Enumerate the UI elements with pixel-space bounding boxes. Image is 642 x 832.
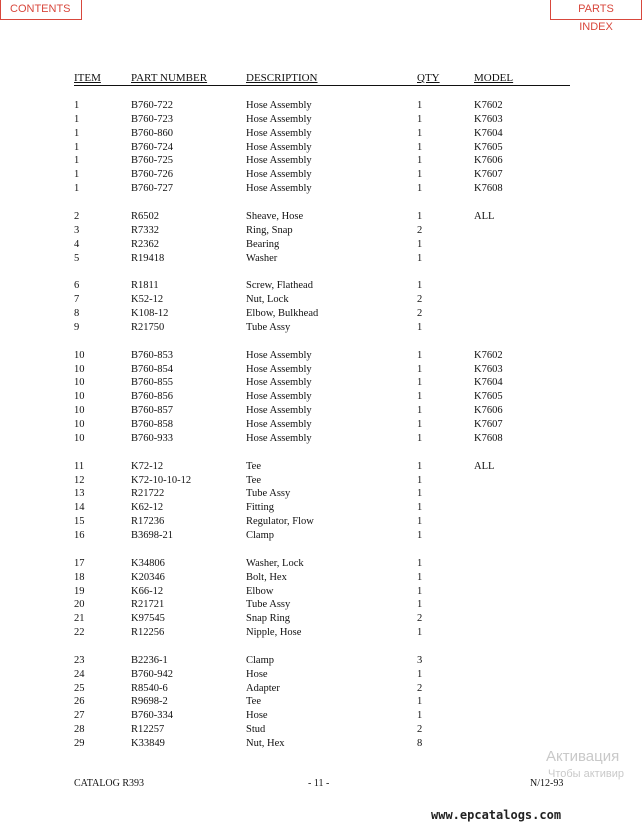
table-row [0,363,642,376]
row-part-number: R21722 [131,488,165,500]
row-qty: 2 [417,224,423,236]
row-qty: 1 [417,557,423,569]
row-part-number: B760-724 [131,141,173,153]
row-model: K7608 [474,432,503,444]
table-row [0,501,642,514]
row-item: 24 [74,668,85,680]
row-item: 16 [74,529,85,541]
row-qty: 1 [417,585,423,597]
table-row [0,127,642,140]
row-description: Fitting [246,502,275,514]
col-model-header: MODEL [474,72,514,84]
row-item: 29 [74,738,85,749]
table-row [0,376,642,389]
row-model: K7604 [474,377,503,389]
row-qty: 1 [417,529,423,541]
row-description: Elbow [246,585,274,597]
row-description: Hose Assembly [246,391,312,403]
row-description: Hose Assembly [246,169,312,181]
table-row [0,113,642,126]
row-item: 1 [74,127,80,139]
row-qty: 2 [417,682,423,694]
row-description: Hose [246,668,268,680]
row-qty: 1 [417,474,423,486]
col-desc-header: DESCRIPTION [246,72,318,84]
row-qty: 1 [417,516,423,528]
row-part-number: B3698-21 [131,529,173,541]
table-row [0,474,642,487]
col-part-header: PART NUMBER [131,72,208,84]
table-row [0,349,642,362]
row-model: ALL [474,210,495,222]
table-row [0,626,642,639]
row-description: Hose Assembly [246,349,312,361]
row-part-number: B760-723 [131,113,173,125]
row-model: K7607 [474,169,503,181]
row-part-number: B760-722 [131,100,173,111]
table-row [0,654,642,667]
row-qty: 1 [417,363,423,375]
row-description: Bearing [246,238,280,250]
row-item: 8 [74,308,80,320]
row-model: ALL [474,460,495,472]
row-model: K7602 [474,100,503,111]
table-row [0,487,642,500]
row-item: 27 [74,710,85,722]
row-part-number: K20346 [131,571,165,583]
row-model: K7603 [474,113,503,125]
row-item: 25 [74,682,85,694]
row-description: Sheave, Hose [246,210,304,222]
row-item: 26 [74,696,85,708]
row-part-number: B760-933 [131,432,173,444]
row-description: Bolt, Hex [246,571,287,583]
table-row [0,585,642,598]
row-part-number: B760-942 [131,668,173,680]
row-item: 10 [74,405,85,417]
row-qty: 1 [417,127,423,139]
row-part-number: R21750 [131,321,165,333]
row-item: 13 [74,488,85,500]
table-row [0,238,642,251]
row-description: Ring, Snap [246,224,293,236]
row-part-number: K108-12 [131,308,169,320]
row-part-number: B760-857 [131,405,173,417]
row-qty: 1 [417,488,423,500]
table-row [0,182,642,195]
row-description: Hose Assembly [246,419,312,430]
table-row [0,682,642,695]
table-row [0,293,642,306]
row-qty: 1 [417,252,423,264]
row-model: K7606 [474,405,503,417]
row-part-number: B760-854 [131,363,173,375]
table-row [0,418,642,431]
row-part-number: B760-853 [131,349,173,361]
row-description: Clamp [246,529,274,541]
row-description: Tee [246,474,262,486]
row-description: Hose Assembly [246,405,312,417]
table-row [0,404,642,417]
row-part-number: K66-12 [131,585,164,597]
row-qty: 1 [417,696,423,708]
col-qty-header: QTY [417,72,440,84]
row-model: K7606 [474,155,503,167]
row-qty: 1 [417,571,423,583]
row-qty: 1 [417,155,423,167]
row-model: K7605 [474,391,503,403]
row-description: Tee [246,696,262,708]
row-item: 12 [74,474,85,486]
table-row [0,432,642,445]
table-row [0,99,642,112]
row-qty: 3 [417,654,423,666]
row-description: Nipple, Hose [246,627,302,639]
table-row [0,168,642,181]
row-qty: 2 [417,308,423,320]
row-description: Washer, Lock [246,557,304,569]
row-item: 10 [74,377,85,389]
row-description: Hose [246,710,268,722]
row-model: K7608 [474,183,503,195]
row-model: K7605 [474,141,503,153]
row-item: 1 [74,155,80,167]
row-part-number: B760-856 [131,391,173,403]
row-description: Hose Assembly [246,183,312,195]
table-row [0,612,642,625]
row-item: 6 [74,280,80,292]
row-description: Hose Assembly [246,377,312,389]
row-item: 1 [74,113,80,125]
row-part-number: K72-12 [131,460,164,472]
table-row [0,598,642,611]
row-item: 20 [74,599,85,611]
row-item: 9 [74,321,80,333]
row-description: Hose Assembly [246,141,312,153]
table-row [0,307,642,320]
site-url[interactable]: www.epcatalogs.com [431,808,562,822]
row-part-number: R6502 [131,210,160,222]
row-item: 4 [74,238,80,250]
row-qty: 1 [417,169,423,181]
row-model: K7602 [474,349,503,361]
row-part-number: K34806 [131,557,165,569]
row-item: 19 [74,585,85,597]
table-row [0,252,642,265]
row-description: Hose Assembly [246,113,312,125]
table-row [0,390,642,403]
row-description: Tee [246,460,262,472]
activation-watermark-sub: Чтобы активир [548,768,624,780]
row-qty: 1 [417,502,423,514]
row-description: Tube Assy [246,599,291,611]
row-part-number: K52-12 [131,294,164,306]
row-qty: 2 [417,613,423,625]
row-description: Clamp [246,654,274,666]
row-qty: 1 [417,391,423,403]
table-row [0,321,642,334]
row-qty: 1 [417,349,423,361]
row-item: 10 [74,363,85,375]
row-part-number: B760-334 [131,710,173,722]
row-qty: 1 [417,238,423,250]
row-description: Tube Assy [246,488,291,500]
row-description: Hose Assembly [246,127,312,139]
row-qty: 1 [417,405,423,417]
row-description: Washer [246,252,278,264]
row-qty: 1 [417,599,423,611]
row-qty: 1 [417,627,423,639]
row-part-number: R12257 [131,724,165,736]
row-part-number: R12256 [131,627,165,639]
row-part-number: R1811 [131,280,159,292]
row-qty: 1 [417,100,423,111]
row-item: 10 [74,432,85,444]
row-part-number: B760-725 [131,155,173,167]
row-part-number: R17236 [131,516,165,528]
row-item: 2 [74,210,80,222]
row-part-number: R8540-6 [131,682,168,694]
footer-date: N/12-93 [530,778,564,789]
row-description: Stud [246,724,266,736]
activation-watermark: Активация [546,748,620,765]
row-qty: 1 [417,210,423,222]
row-qty: 1 [417,419,423,430]
row-item: 1 [74,183,80,195]
row-item: 18 [74,571,85,583]
table-row [0,668,642,681]
row-part-number: B760-858 [131,419,173,430]
col-item-header: ITEM [74,72,101,84]
table-row [0,723,642,736]
row-item: 3 [74,224,80,236]
row-part-number: R19418 [131,252,165,264]
row-part-number: B760-855 [131,377,173,389]
row-part-number: B760-726 [131,169,173,181]
row-item: 1 [74,100,80,111]
contents-link[interactable]: CONTENTS [0,0,82,20]
row-qty: 1 [417,377,423,389]
footer-page-number: - 11 - [308,778,330,789]
row-item: 1 [74,169,80,181]
row-model: K7604 [474,127,503,139]
row-description: Hose Assembly [246,155,312,167]
table-row [0,460,642,473]
row-part-number: B2236-1 [131,654,168,666]
row-part-number: K72-10-10-12 [131,474,192,486]
row-part-number: B760-727 [131,183,173,195]
row-qty: 1 [417,460,423,472]
row-qty: 1 [417,113,423,125]
row-part-number: K97545 [131,613,165,625]
row-description: Adapter [246,682,280,694]
row-item: 10 [74,391,85,403]
row-item: 10 [74,419,85,430]
table-row [0,224,642,237]
row-part-number: R9698-2 [131,696,168,708]
table-row [0,709,642,722]
row-item: 21 [74,613,85,625]
row-qty: 1 [417,710,423,722]
row-item: 5 [74,252,80,264]
row-description: Regulator, Flow [246,516,314,528]
row-item: 17 [74,557,85,569]
row-qty: 8 [417,738,423,749]
row-qty: 1 [417,183,423,195]
row-qty: 2 [417,724,423,736]
row-description: Screw, Flathead [246,280,313,292]
row-qty: 1 [417,668,423,680]
row-item: 1 [74,141,80,153]
row-part-number: K62-12 [131,502,164,514]
row-qty: 1 [417,280,423,292]
table-row [0,141,642,154]
row-description: Nut, Lock [246,294,289,306]
row-item: 10 [74,349,85,361]
table-row [0,695,642,708]
row-part-number: R2362 [131,238,160,250]
footer-catalog: CATALOG R393 [74,778,145,789]
table-row [0,154,642,167]
row-model: K7607 [474,419,503,430]
row-part-number: R7332 [131,224,160,236]
table-row [0,210,642,223]
row-description: Hose Assembly [246,363,312,375]
row-part-number: K33849 [131,738,165,749]
row-item: 14 [74,502,85,514]
row-item: 11 [74,460,85,472]
row-qty: 1 [417,321,423,333]
row-item: 22 [74,627,85,639]
row-qty: 1 [417,432,423,444]
table-row [0,279,642,292]
row-description: Hose Assembly [246,100,312,111]
row-part-number: B760-860 [131,127,173,139]
row-description: Elbow, Bulkhead [246,308,319,320]
row-part-number: R21721 [131,599,165,611]
row-qty: 1 [417,141,423,153]
row-description: Nut, Hex [246,738,285,749]
row-qty: 2 [417,294,423,306]
row-item: 7 [74,294,80,306]
row-item: 28 [74,724,85,736]
row-description: Tube Assy [246,321,291,333]
table-row [0,515,642,528]
row-description: Snap Ring [246,613,291,625]
row-item: 23 [74,654,85,666]
table-row [0,529,642,542]
table-row [0,571,642,584]
row-model: K7603 [474,363,503,375]
parts-index-link[interactable]: PARTS INDEX [550,0,642,20]
table-row [0,557,642,570]
row-item: 15 [74,516,85,528]
row-description: Hose Assembly [246,432,312,444]
